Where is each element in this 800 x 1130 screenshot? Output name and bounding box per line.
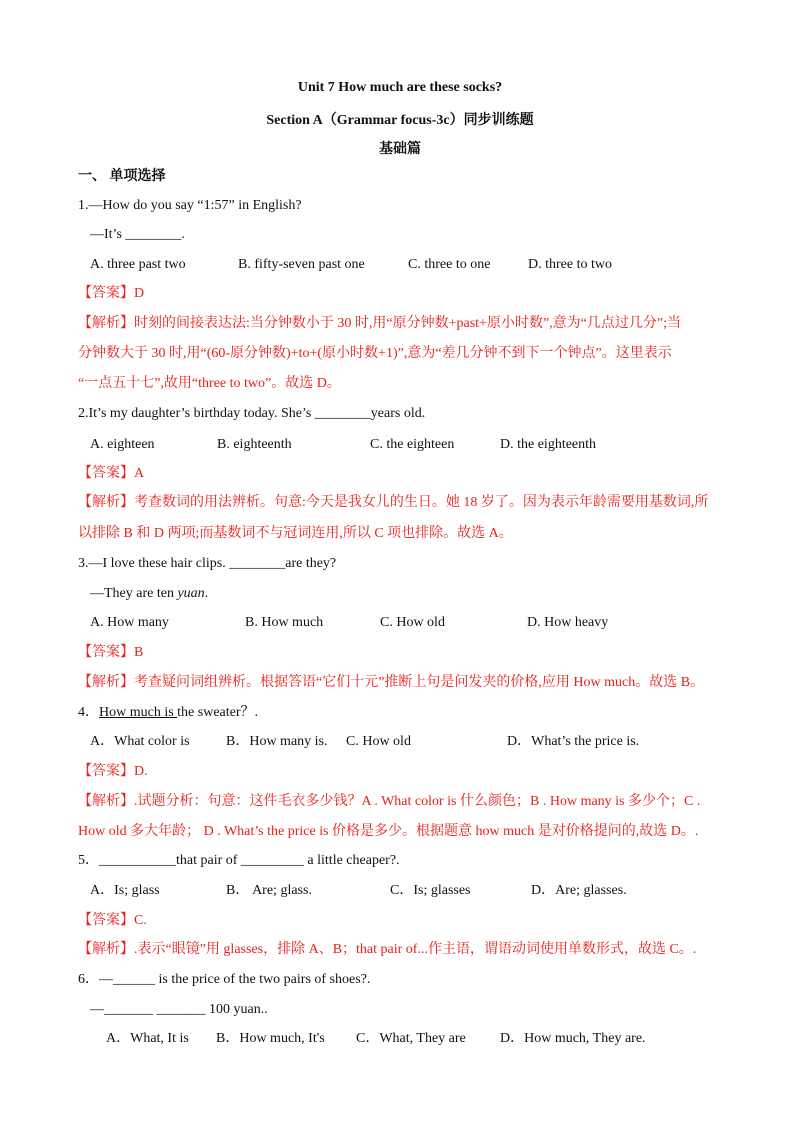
q2-option-c: C. the eighteen <box>370 437 455 452</box>
q2-option-d: D. the eighteenth <box>500 437 597 452</box>
q3-line2-italic: yuan <box>177 586 205 601</box>
q3-line2-pre: —They are ten <box>90 586 178 601</box>
q1-stem: 1.—How do you say “1:57” in English? <box>78 198 302 213</box>
title-line-3: 基础篇 <box>379 142 421 157</box>
q1-option-a: A. three past two <box>90 257 186 272</box>
q1-option-d: D. three to two <box>528 257 612 272</box>
q3-line2-post: . <box>204 586 209 601</box>
q2-option-b: B. eighteenth <box>217 437 292 452</box>
q1-option-b: B. fifty-seven past one <box>238 257 365 272</box>
q5-stem: 5．___________that pair of _________ a little cheaper?. <box>78 853 400 868</box>
q4-stem <box>78 704 258 722</box>
q1-line2: —It’s ________. <box>90 227 185 242</box>
q4-option-b: B．How many is. <box>226 734 328 749</box>
title-line-2: Section A（Grammar focus-3c）同步训练题 <box>266 113 534 128</box>
q3-option-a: A. How many <box>90 615 169 630</box>
section-heading: 一、 单项选择 <box>78 169 166 184</box>
q3-option-c: C. How old <box>380 615 445 630</box>
q1-explanation-3: “一点五十七”,故用“three to two”。故选 D。 <box>78 376 341 391</box>
q3-option-d: D. How heavy <box>527 615 609 630</box>
q6-option-c: C．What, They are <box>356 1031 466 1046</box>
q4-number: 4． <box>78 705 99 720</box>
q4-option-a: A．What color is <box>90 734 190 749</box>
q3-explanation-1: 【解析】考查疑问词组辨析。根据答语“它们十元”推断上句是问发夹的价格,应用 How much。故选 B。 <box>78 675 705 690</box>
q2-explanation-2: 以排除 B 和 D 两项;而基数词不与冠词连用,所以 C 项也排除。故选 A。 <box>78 526 513 541</box>
q3-stem: 3.—I love these hair clips. ________are they? <box>78 556 337 571</box>
q6-option-a: A．What, It is <box>106 1031 189 1046</box>
q3-line2 <box>90 585 208 603</box>
q2-explanation-1: 【解析】考查数词的用法辨析。句意:今天是我女儿的生日。她 18 岁了。因为表示年龄需要用基数词,所 <box>78 495 709 510</box>
q5-answer: 【答案】C. <box>78 913 147 928</box>
q4-underlined-part: How much is <box>99 705 178 720</box>
q4-explanation-2: How old 多大年龄； D . What’s the price is 价格是多少。根据题意 how much 是对价格提问的,故选 D。. <box>78 824 699 839</box>
q5-explanation-1: 【解析】.表示“眼镜”用 glasses，排除 A、B；that pair of...作主语，谓语动词使用单数形式，故选 C。. <box>78 942 697 957</box>
q4-rest: the sweater？. <box>177 705 259 720</box>
q4-option-d: D．What’s the price is. <box>507 734 640 749</box>
title-line-1: Unit 7 How much are these socks? <box>297 80 503 95</box>
q1-explanation-1: 【解析】时刻的间接表达法:当分钟数小于 30 时,用“原分钟数+past+原小时数”,意为“几点过几分”;当 <box>78 316 681 331</box>
q6-option-b: B．How much, It's <box>216 1031 325 1046</box>
q3-option-b: B. How much <box>245 615 324 630</box>
q1-explanation-2: 分钟数大于 30 时,用“(60-原分钟数)+to+(原小时数+1)”,意为“差几分钟不到下一个钟点”。这里表示 <box>78 346 672 361</box>
q4-option-c: C. How old <box>346 734 411 749</box>
q2-stem: 2.It’s my daughter’s birthday today. She’s ________years old. <box>78 406 426 421</box>
q5-option-b: B． Are; glass. <box>226 883 312 898</box>
q5-option-d: D．Are; glasses. <box>531 883 627 898</box>
q3-answer: 【答案】B <box>78 645 144 660</box>
q6-option-d: D．How much, They are. <box>500 1031 646 1046</box>
q2-answer: 【答案】A <box>78 466 145 481</box>
q4-answer: 【答案】D. <box>78 764 148 779</box>
q2-option-a: A. eighteen <box>90 437 155 452</box>
q4-explanation-1: 【解析】.试题分析：句意：这件毛衣多少钱？A . What color is 什么颜色；B . How many is 多少个；C . <box>78 794 701 809</box>
q1-option-c: C. three to one <box>408 257 491 272</box>
q6-line2: —_______ _______ 100 yuan.. <box>90 1002 268 1017</box>
q5-option-c: C．Is; glasses <box>390 883 471 898</box>
q6-stem: 6．—______ is the price of the two pairs of shoes?. <box>78 972 371 987</box>
q5-option-a: A．Is; glass <box>90 883 160 898</box>
q1-answer: 【答案】D <box>78 286 145 301</box>
